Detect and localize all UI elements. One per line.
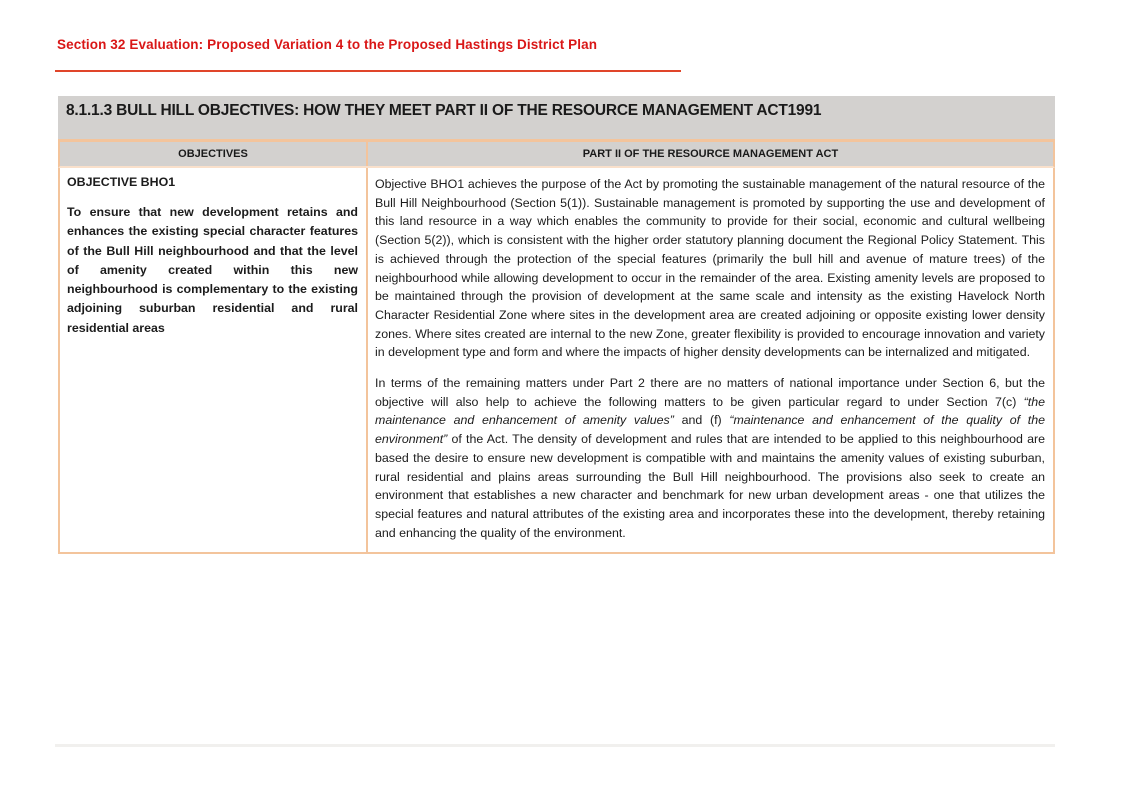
part-ii-paragraph-2: In terms of the remaining matters under Part 2 there are no matters of national importance under Section 6, but the objective will also help to achieve the following matters to be given particular regard to under Section 7(c) “the maintenance and enhancement of amenity values” and (f) “maintenance and enhancement of the quality of the environment” of the Act. The density of development and rules that are intended to be applied to this neighbourhood are based the desire to ensure new development is compatible with and maintains the amenity values of existing suburban, rural residential and plains areas surrounding the Bull Hill neighbourhood. The provisions also seek to create an environment that establishes a new character and benchmark for new urban development areas - one that utilizes the special features and natural attributes of the existing area and incorporates these into the development, thereby retaining and enhancing the quality of the environment. [375,376,1045,540]
part-ii-paragraph-1: Objective BHO1 achieves the purpose of the Act by promoting the sustainable management of the natural resource of the Bull Hill Neighbourhood (Section 5(1)). Sustainable management is promoted by supporting the use and development of this land resource in a way which enables the community to provide for their social, economic and cultural wellbeing (Section 5(2)), which is consistent with the higher order statutory planning document the Regional Policy Statement. This is achieved through the protection of the special features (primarily the bull hill and avenue of mature trees) of the neighbourhood while allowing development to occur in the remainder of the area. Existing amenity levels are proposed to be maintained through the provision of development at the same scale and intensity as the existing Havelock North Character Residential Zone where sites in the development area are created adjoining or opposite existing lower density zones. Where sites created are internal to the new Zone, greater flexibility is provided to encourage innovation and variety in development type and form and where the impacts of higher density developments can be internalized and mitigated. [375,177,1045,360]
column-header-objectives: OBJECTIVES [60,142,368,166]
footer-separator-line [55,744,1055,747]
objectives-table [58,96,1055,554]
header-underline [55,70,681,72]
table-title: 8.1.1.3 BULL HILL OBJECTIVES: HOW THEY MEET PART II OF THE RESOURCE MANAGEMENT ACT1991 [58,96,1055,139]
table-header-row [58,139,1055,168]
column-header-part-ii: PART II OF THE RESOURCE MANAGEMENT ACT [582,148,839,160]
objectives-cell [60,168,368,552]
objective-body-text: To ensure that new development retains and enhances the existing special character features of the Bull Hill neighbourhood and that the level of amenity created within this new neighbourhood is complementary to the existing adjoining suburban residential and rural residential areas [67,205,358,335]
part-ii-cell [368,168,1053,552]
document-header-title: Section 32 Evaluation: Proposed Variation 4 to the Proposed Hastings District Plan [57,37,598,52]
objective-heading: OBJECTIVE BHO1 [67,175,176,189]
table-body-row [58,168,1055,554]
